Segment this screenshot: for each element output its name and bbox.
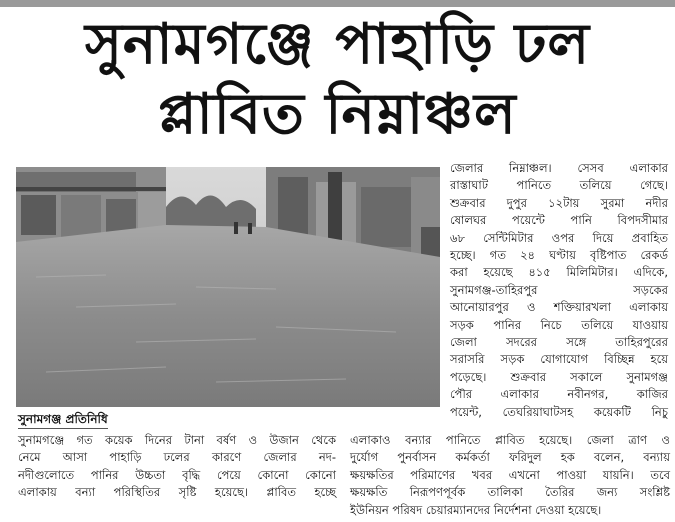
article-column-left: সুনামগঞ্জে গত কয়েক দিনের টানা বর্ষণ ও উজান থেকে নেমে আসা পাহাড়ি ঢলের কারণে জেলার নদ- নদীগুলোতে পানির উচ্চতা বৃদ্ধি পেয়ে কোনো কোনো এলাকায় বন্যা পরিস্থিতির সৃষ্টি হয়েছে। প্লাবিত হচ্ছে <box>18 433 336 500</box>
flood-street-photo <box>16 167 440 407</box>
headline-line-2: প্লাবিত নিম্নাঞ্চল <box>158 82 517 147</box>
article-column-bottom: এলাকাও বন্যার পানিতে প্লাবিত হয়েছে। জেলা ত্রাণ ও দুর্যোগ পুনর্বাসন কর্মকর্তা ফরিদুল হক বলেন, বন্যায় ক্ষয়ক্ষতির পরিমাণের খবর এখনো পাওয়া যায়নি। তবে ক্ষয়ক্ষতি নিরূপণপূর্বক তালিকা তৈরির জন্য সংশ্লিষ্ট ইউনিয়ন পরিষদ চেয়ারম্যানদের নির্দেশনা দেওয়া হয়েছে। <box>350 433 670 517</box>
top-rule <box>0 0 675 7</box>
headline-line-1: সুনামগঞ্জে পাহাড়ি ঢল <box>84 12 591 77</box>
article-column-right: জেলার নিম্নাঞ্চল। সেসব এলাকার রাস্তাঘাট পানিতে তলিয়ে গেছে। শুক্রবার দুপুর ১২টায় সুরমা নদীর ষোলঘর পয়েন্টে পানি বিপদসীমার ৬৮ সেন্টিমিটার ওপর দিয়ে প্রবাহিত হচ্ছে। গত ২৪ ঘণ্টায় বৃষ্টিপাত রেকর্ড করা হয়েছে ৪১৫ মিলিমিটার। এদিকে, সুনামগঞ্জ-তাহিরপুর সড়কের আনোয়ারপুর ও শক্তিয়ারখলা এলাকায় সড়ক পানির নিচে তলিয়ে যাওয়ায় জেলা সদরের সঙ্গে তাহিরপুরের সরাসরি সড়ক যোগাযোগ বিচ্ছিন্ন হয়ে পড়েছে। শুক্রবার সকালে সুনামগঞ্জ পৌর এলাকার নবীনগর, কাজির পয়েন্ট, তেঘরিয়াঘাটসহ কয়েকটি নিচু <box>450 161 668 419</box>
byline: সুনামগঞ্জ প্রতিনিধি <box>18 410 108 429</box>
